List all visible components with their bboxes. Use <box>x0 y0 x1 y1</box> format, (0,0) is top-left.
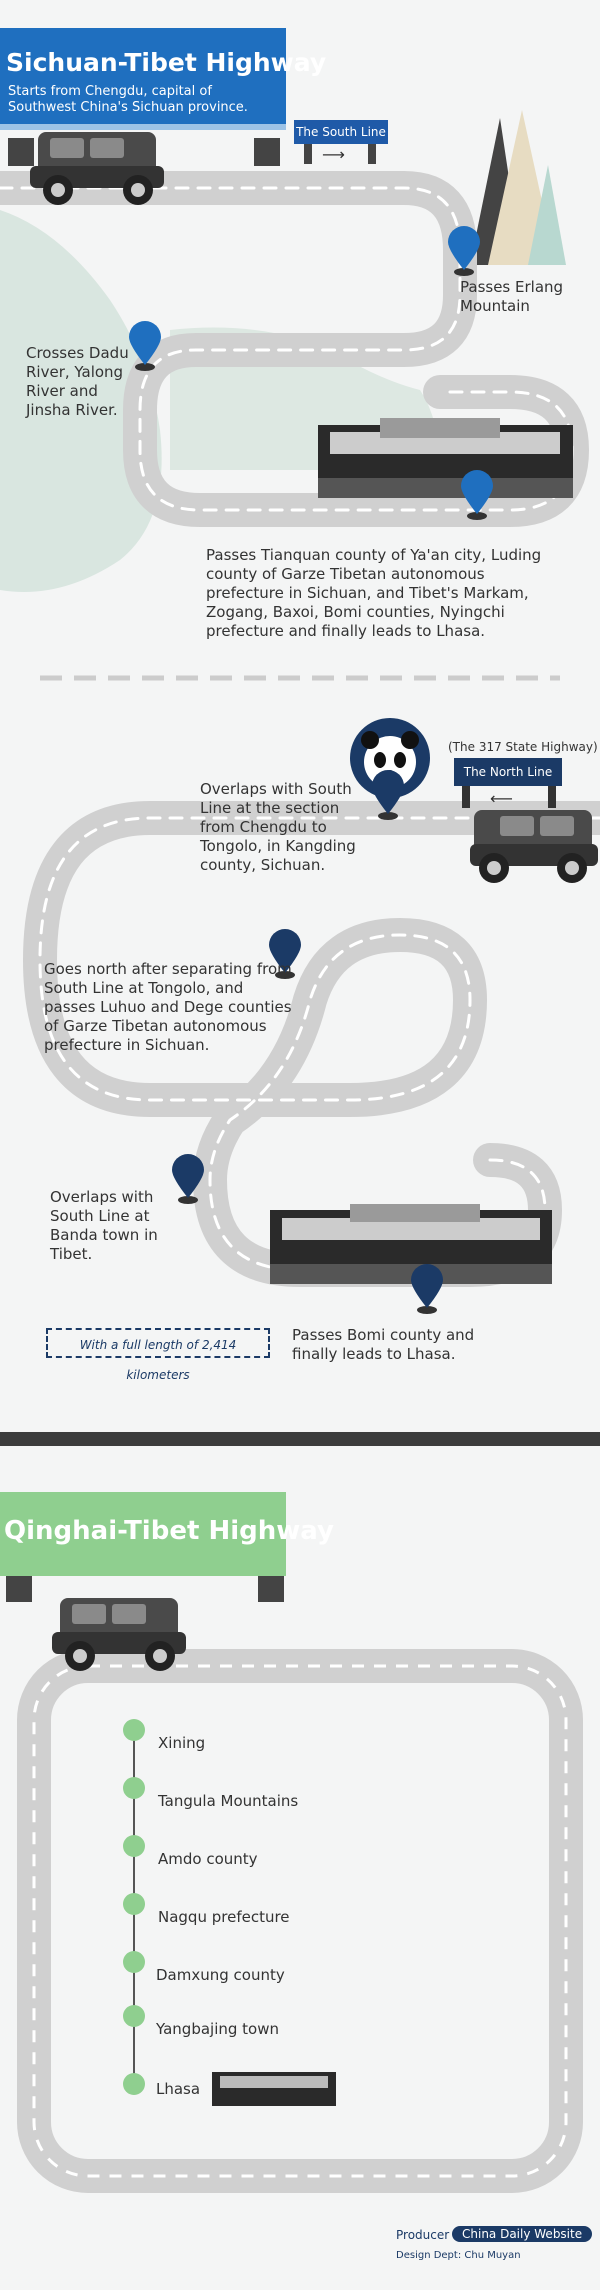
car-illustration <box>470 810 598 883</box>
stop-label: Tangula Mountains <box>158 1792 299 1810</box>
stop-label: Xining <box>158 1734 206 1752</box>
arrow-left-icon: ⟵ <box>490 789 513 808</box>
timeline-pin-icon <box>123 1951 145 1973</box>
qinghai-title-banner <box>0 1492 334 1576</box>
bomi-label: Passes Bomi county and finally leads to Lhasa. <box>292 1326 475 1363</box>
timeline-pin-icon <box>123 2073 145 2095</box>
overlap-chengdu-label: Overlaps with South Line at the section from Chengdu to Tongolo, in Kangding county, Sichuan. <box>200 780 356 874</box>
south-line-sign: The South Line <box>294 120 388 144</box>
stop-label: Amdo county <box>158 1850 258 1868</box>
timeline-pin-icon <box>123 2005 145 2027</box>
page-subtitle: Starts from Chengdu, capital of Southwest China's Sichuan province. <box>8 84 248 115</box>
producer-link[interactable]: China Daily Website <box>452 2226 592 2242</box>
timeline-pin-icon <box>123 1719 145 1741</box>
timeline-pin-icon <box>123 1835 145 1857</box>
erlang-label: Passes Erlang Mountain <box>460 278 564 315</box>
stop-label: Yangbajing town <box>156 2020 279 2038</box>
potala-palace-image <box>318 418 573 498</box>
billboard-pole <box>254 138 280 166</box>
page-title: Sichuan-Tibet Highway <box>6 48 327 77</box>
arrow-right-icon: ⟶ <box>322 145 345 164</box>
tianquan-label: Passes Tianquan county of Ya'an city, Luding county of Garze Tibetan autonomous prefecture in Sichuan, and Tibet's Markam, Zogang, Baxoi, Bomi counties, Nyingchi prefecture and finally leads to Lhasa. <box>206 546 542 640</box>
billboard-pole <box>258 1576 284 1602</box>
sign-post <box>462 786 470 808</box>
sichuan-title-banner <box>0 28 327 124</box>
sign-post <box>548 786 556 808</box>
design-credit: Design Dept: Chu Muyan <box>396 2250 521 2261</box>
stop-label: Damxung county <box>156 1966 285 1984</box>
dadu-label: Crosses Dadu River, Yalong River and Jinsha River. <box>26 344 129 419</box>
timeline-pin-icon <box>123 1777 145 1799</box>
potala-palace-image <box>270 1204 552 1284</box>
goes-north-label: Goes north after separating from South Line at Tongolo, and passes Luhuo and Dege counties of Garze Tibetan autonomous prefecture in Sichuan. <box>44 960 292 1054</box>
billboard-pole <box>8 138 34 166</box>
potala-palace-image <box>212 2072 336 2106</box>
north-line-sign: The North Line <box>454 758 562 786</box>
producer-label: Producer <box>396 2228 450 2242</box>
overlap-banda-label: Overlaps with South Line at Banda town in Tibet. <box>50 1188 158 1263</box>
timeline-pin-icon <box>123 1893 145 1915</box>
stop-label: Nagqu prefecture <box>158 1908 290 1926</box>
billboard-pole <box>6 1576 32 1602</box>
section-band <box>0 1432 600 1446</box>
stop-label: Lhasa <box>156 2080 201 2098</box>
location-pin-icon <box>411 1264 443 1314</box>
full-length-badge: With a full length of 2,414 kilometers <box>46 1328 270 1358</box>
state-highway-label: (The 317 State Highway) <box>448 740 598 754</box>
section-title: Qinghai-Tibet Highway <box>4 1516 334 1546</box>
